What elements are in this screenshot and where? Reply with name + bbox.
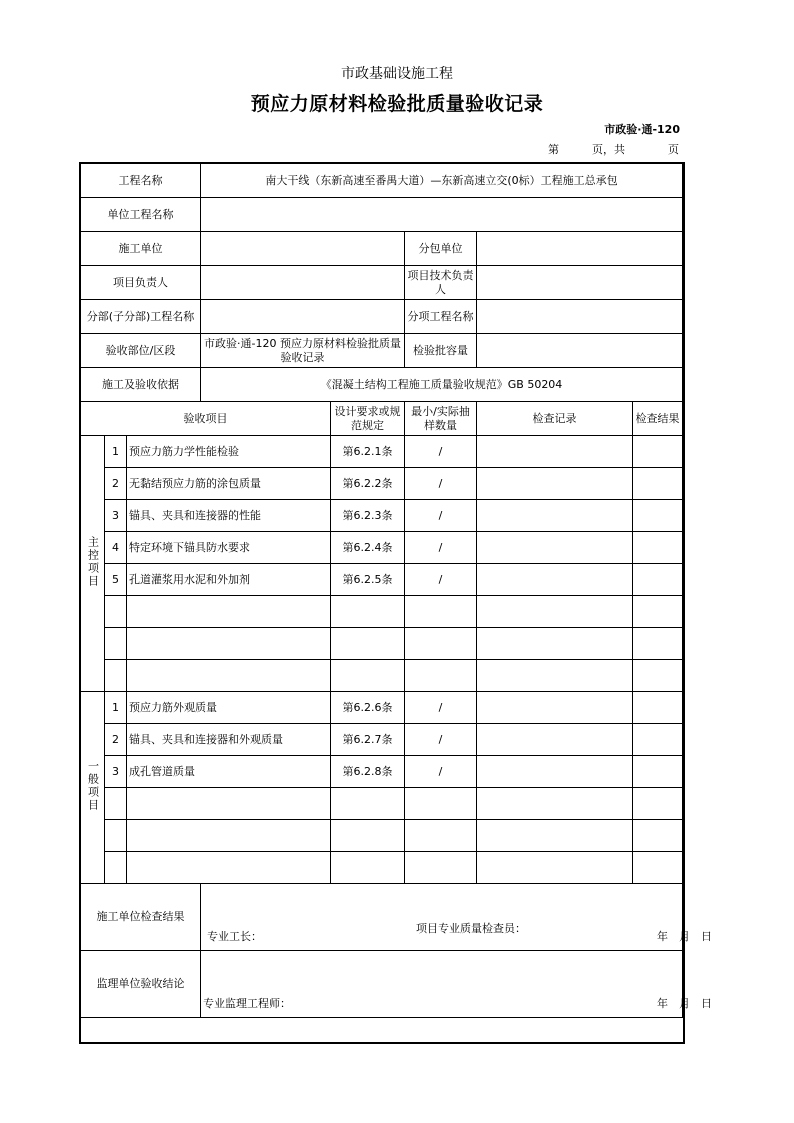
row-project-name (81, 164, 683, 198)
item-record[interactable] (477, 532, 633, 564)
item-sample[interactable]: / (405, 500, 477, 532)
pm-label: 项目负责人 (81, 266, 201, 300)
pm-value[interactable] (201, 266, 405, 300)
item-name: 孔道灌浆用水泥和外加剂 (127, 564, 331, 596)
item-result[interactable] (633, 532, 683, 564)
form-code: 市政验·通-120 (604, 123, 680, 136)
row-number: 2 (105, 468, 127, 500)
contractor-signoff-area[interactable] (201, 884, 713, 951)
item-clause: 第6.2.3条 (331, 500, 405, 532)
division-value[interactable] (201, 300, 405, 334)
subcontractor-value[interactable] (477, 232, 683, 266)
item-record[interactable] (477, 596, 633, 628)
row-pm (81, 266, 683, 300)
table-row (81, 532, 683, 564)
item-sample[interactable]: / (405, 756, 477, 788)
row-number: 2 (105, 724, 127, 756)
table-row (81, 788, 683, 820)
item-result[interactable] (633, 788, 683, 820)
item-result[interactable] (633, 564, 683, 596)
tech-lead-value[interactable] (477, 266, 683, 300)
item-clause: 第6.2.7条 (331, 724, 405, 756)
item-clause (331, 660, 405, 692)
subitem-value[interactable] (477, 300, 683, 334)
row-number (105, 596, 127, 628)
row-number: 4 (105, 532, 127, 564)
item-result[interactable] (633, 852, 683, 884)
contractor-date: 年 月 日 (657, 930, 713, 943)
table-row (81, 660, 683, 692)
form-title: 预应力原材料检验批质量验收记录 (250, 93, 544, 115)
item-record[interactable] (477, 724, 633, 756)
basis-value[interactable]: 《混凝土结构工程施工质量验收规范》GB 50204 (201, 368, 683, 402)
item-record[interactable] (477, 692, 633, 724)
item-record[interactable] (477, 628, 633, 660)
row-supervisor-signoff (81, 951, 683, 1018)
item-clause: 第6.2.8条 (331, 756, 405, 788)
table-row (81, 820, 683, 852)
tech-lead-label: 项目技术负责人 (405, 266, 477, 300)
engineer-label: 专业监理工程师： (203, 997, 292, 1010)
item-result[interactable] (633, 660, 683, 692)
row-number (105, 788, 127, 820)
table-row (81, 564, 683, 596)
item-sample[interactable] (405, 852, 477, 884)
item-name: 成孔管道质量 (127, 756, 331, 788)
item-sample[interactable]: / (405, 436, 477, 468)
row-number: 3 (105, 500, 127, 532)
unit-project-value[interactable] (201, 198, 683, 232)
item-sample[interactable]: / (405, 532, 477, 564)
item-name: 锚具、夹具和连接器的性能 (127, 500, 331, 532)
item-record[interactable] (477, 436, 633, 468)
item-sample[interactable] (405, 820, 477, 852)
item-sample[interactable]: / (405, 468, 477, 500)
row-number: 3 (105, 756, 127, 788)
col-sample-header: 最小/实际抽样数量 (405, 402, 477, 436)
item-clause (331, 788, 405, 820)
item-name (127, 788, 331, 820)
main-control-label: 主控项目 (81, 436, 105, 692)
row-location (81, 334, 683, 368)
item-clause (331, 852, 405, 884)
page-mid: 页，共 (592, 143, 625, 156)
supervisor-signoff-area[interactable] (201, 951, 713, 1018)
item-clause (331, 596, 405, 628)
inspection-form-table (80, 163, 713, 1018)
unit-project-label: 单位工程名称 (81, 198, 201, 232)
item-name (127, 596, 331, 628)
row-column-headers (81, 402, 683, 436)
row-contractor-signoff (81, 884, 683, 951)
item-clause (331, 820, 405, 852)
item-name: 预应力筋力学性能检验 (127, 436, 331, 468)
table-row (81, 852, 683, 884)
row-unit-project (81, 198, 683, 232)
table-row (81, 596, 683, 628)
item-record[interactable] (477, 468, 633, 500)
page-suffix: 页 (668, 143, 679, 156)
row-number (105, 852, 127, 884)
item-clause: 第6.2.4条 (331, 532, 405, 564)
table-row (81, 724, 683, 756)
table-row (81, 468, 683, 500)
item-clause (331, 628, 405, 660)
col-item-header: 验收项目 (81, 402, 331, 436)
item-name: 预应力筋外观质量 (127, 692, 331, 724)
row-number: 5 (105, 564, 127, 596)
item-sample[interactable] (405, 788, 477, 820)
item-name (127, 820, 331, 852)
item-sample[interactable]: / (405, 692, 477, 724)
item-record[interactable] (477, 788, 633, 820)
item-result[interactable] (633, 756, 683, 788)
project-name-label: 工程名称 (81, 164, 201, 198)
foreman-label: 专业工长： (207, 930, 263, 943)
item-sample[interactable] (405, 596, 477, 628)
inspector-label: 项目专业质量检查员： (416, 922, 527, 935)
item-result[interactable] (633, 692, 683, 724)
item-record[interactable] (477, 660, 633, 692)
location-value[interactable]: 市政验·通-120 预应力原材料检验批质量验收记录 (201, 334, 405, 368)
item-record[interactable] (477, 500, 633, 532)
item-record[interactable] (477, 820, 633, 852)
item-clause: 第6.2.2条 (331, 468, 405, 500)
page-prefix: 第 (548, 143, 559, 156)
col-result-header: 检查结果 (633, 402, 683, 436)
supervisor-date: 年 月 日 (657, 997, 713, 1010)
item-name: 无黏结预应力筋的涂包质量 (127, 468, 331, 500)
item-sample[interactable]: / (405, 564, 477, 596)
subcontractor-label: 分包单位 (405, 232, 477, 266)
item-result[interactable] (633, 596, 683, 628)
contractor-value[interactable] (201, 232, 405, 266)
col-record-header: 检查记录 (477, 402, 633, 436)
item-sample[interactable] (405, 628, 477, 660)
row-number (105, 628, 127, 660)
row-basis (81, 368, 683, 402)
contractor-result-label: 施工单位检查结果 (81, 884, 201, 951)
location-label: 验收部位/区段 (81, 334, 201, 368)
subitem-label: 分项工程名称 (405, 300, 477, 334)
row-number: 1 (105, 436, 127, 468)
item-name (127, 628, 331, 660)
project-name-value[interactable]: 南大干线（东新高速至番禺大道）—东新高速立交(0标）工程施工总承包 (201, 164, 683, 198)
table-row (81, 628, 683, 660)
row-number (105, 820, 127, 852)
row-contractor (81, 232, 683, 266)
item-result[interactable] (633, 820, 683, 852)
item-record[interactable] (477, 564, 633, 596)
item-name (127, 660, 331, 692)
row-number (105, 660, 127, 692)
form-subtitle: 市政基础设施工程 (341, 66, 453, 82)
general-label: 一般项目 (81, 692, 105, 884)
item-record[interactable] (477, 756, 633, 788)
item-sample[interactable] (405, 660, 477, 692)
division-label: 分部(子分部)工程名称 (81, 300, 201, 334)
item-result[interactable] (633, 628, 683, 660)
table-row (81, 436, 683, 468)
item-clause: 第6.2.5条 (331, 564, 405, 596)
item-result[interactable] (633, 500, 683, 532)
item-clause: 第6.2.6条 (331, 692, 405, 724)
item-name: 锚具、夹具和连接器和外观质量 (127, 724, 331, 756)
row-number: 1 (105, 692, 127, 724)
batch-value[interactable] (477, 334, 683, 368)
batch-label: 检验批容量 (405, 334, 477, 368)
contractor-label: 施工单位 (81, 232, 201, 266)
item-sample[interactable]: / (405, 724, 477, 756)
item-record[interactable] (477, 852, 633, 884)
item-result[interactable] (633, 724, 683, 756)
item-result[interactable] (633, 436, 683, 468)
col-design-header: 设计要求或规范规定 (331, 402, 405, 436)
supervisor-conclusion-label: 监理单位验收结论 (81, 951, 201, 1018)
basis-label: 施工及验收依据 (81, 368, 201, 402)
item-name: 特定环境下锚具防水要求 (127, 532, 331, 564)
item-result[interactable] (633, 468, 683, 500)
item-clause: 第6.2.1条 (331, 436, 405, 468)
table-row (81, 756, 683, 788)
table-row (81, 500, 683, 532)
row-division (81, 300, 683, 334)
table-row (81, 692, 683, 724)
item-name (127, 852, 331, 884)
